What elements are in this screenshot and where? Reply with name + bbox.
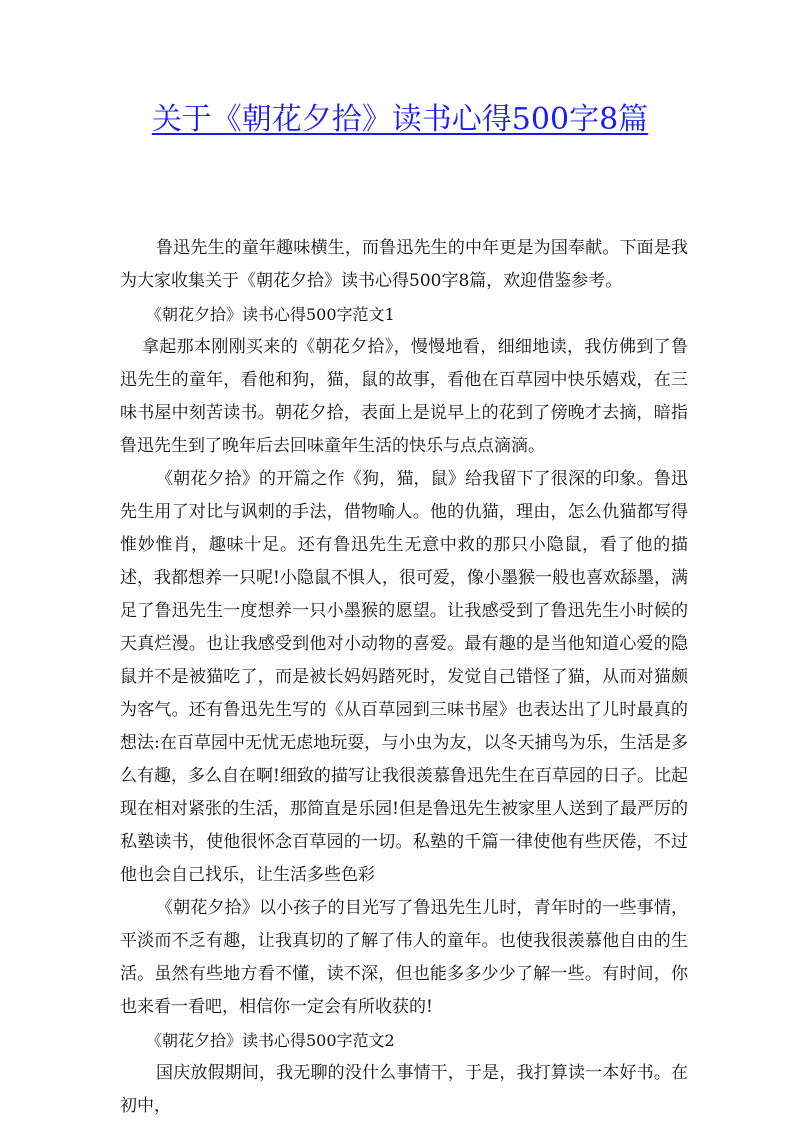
section-heading-1: 《朝花夕拾》读书心得500字范文1	[146, 305, 395, 324]
section-heading-2: 《朝花夕拾》读书心得500字范文2	[146, 1031, 395, 1050]
essay1-paragraph-1: 拿起那本刚刚买来的《朝花夕拾》，慢慢地看，细细地读，我仿佛到了鲁迅先生的童年，看他和狗，猫，鼠的故事，看他在百草园中快乐嬉戏，在三味书屋中刻苦读书。朝花夕拾，表面上是说早上的花到了傍晚才去摘，暗指鲁迅先生到了晚年后去回味童年生活的快乐与点点滴滴。	[120, 337, 688, 456]
document-title: 关于《朝花夕拾》读书心得500字8篇	[151, 102, 649, 137]
essay1-paragraph-2: 《朝花夕拾》的开篇之作《狗，猫，鼠》给我留下了很深的印象。鲁迅先生用了对比与讽刺的手法，借物喻人。他的仇猫，理由，怎么仇猫都写得惟妙惟肖，趣味十足。还有鲁迅先生无意中救的那只小隐鼠，看了他的描述，我都想养一只呢!小隐鼠不惧人，很可爱，像小墨猴一般也喜欢舔墨，满足了鲁迅先生一度想养一只小墨猴的愿望。让我感受到了鲁迅先生小时候的天真烂漫。也让我感受到他对小动物的喜爱。最有趣的是当他知道心爱的隐鼠并不是被猫吃了，而是被长妈妈踏死时，发觉自己错怪了猫，从而对猫颇为客气。还有鲁迅先生写的《从百草园到三味书屋》也表达出了儿时最真的想法:在百草园中无忧无虑地玩耍，与小虫为友，以冬天捕鸟为乐，生活是多么有趣，多么自在啊!细致的描写让我很羡慕鲁迅先生在百草园的日子。比起现在相对紧张的生活，那简直是乐园!但是鲁迅先生被家里人送到了最严厉的私塾读书，使他很怀念百草园的一切。私塾的千篇一律使他有些厌倦，不过他也会自己找乐，让生活多些色彩	[120, 469, 688, 885]
essay2-paragraph-1: 国庆放假期间，我无聊的没什么事情干，于是，我打算读一本好书。在初中，	[120, 1063, 688, 1116]
intro-paragraph: 鲁迅先生的童年趣味横生，而鲁迅先生的中年更是为国奉献。下面是我为大家收集关于《朝花夕拾》读书心得500字8篇，欢迎借鉴参考。	[120, 238, 688, 291]
document-body	[120, 232, 688, 1123]
essay1-paragraph-3: 《朝花夕拾》以小孩子的目光写了鲁迅先生儿时，青年时的一些事情，平淡而不乏有趣，让我真切的了解了伟人的童年。也使我很羡慕他自由的生活。虽然有些地方看不懂，读不深，但也能多多少少了解一些。有时间，你也来看一看吧，相信你一定会有所收获的!	[120, 898, 688, 1017]
